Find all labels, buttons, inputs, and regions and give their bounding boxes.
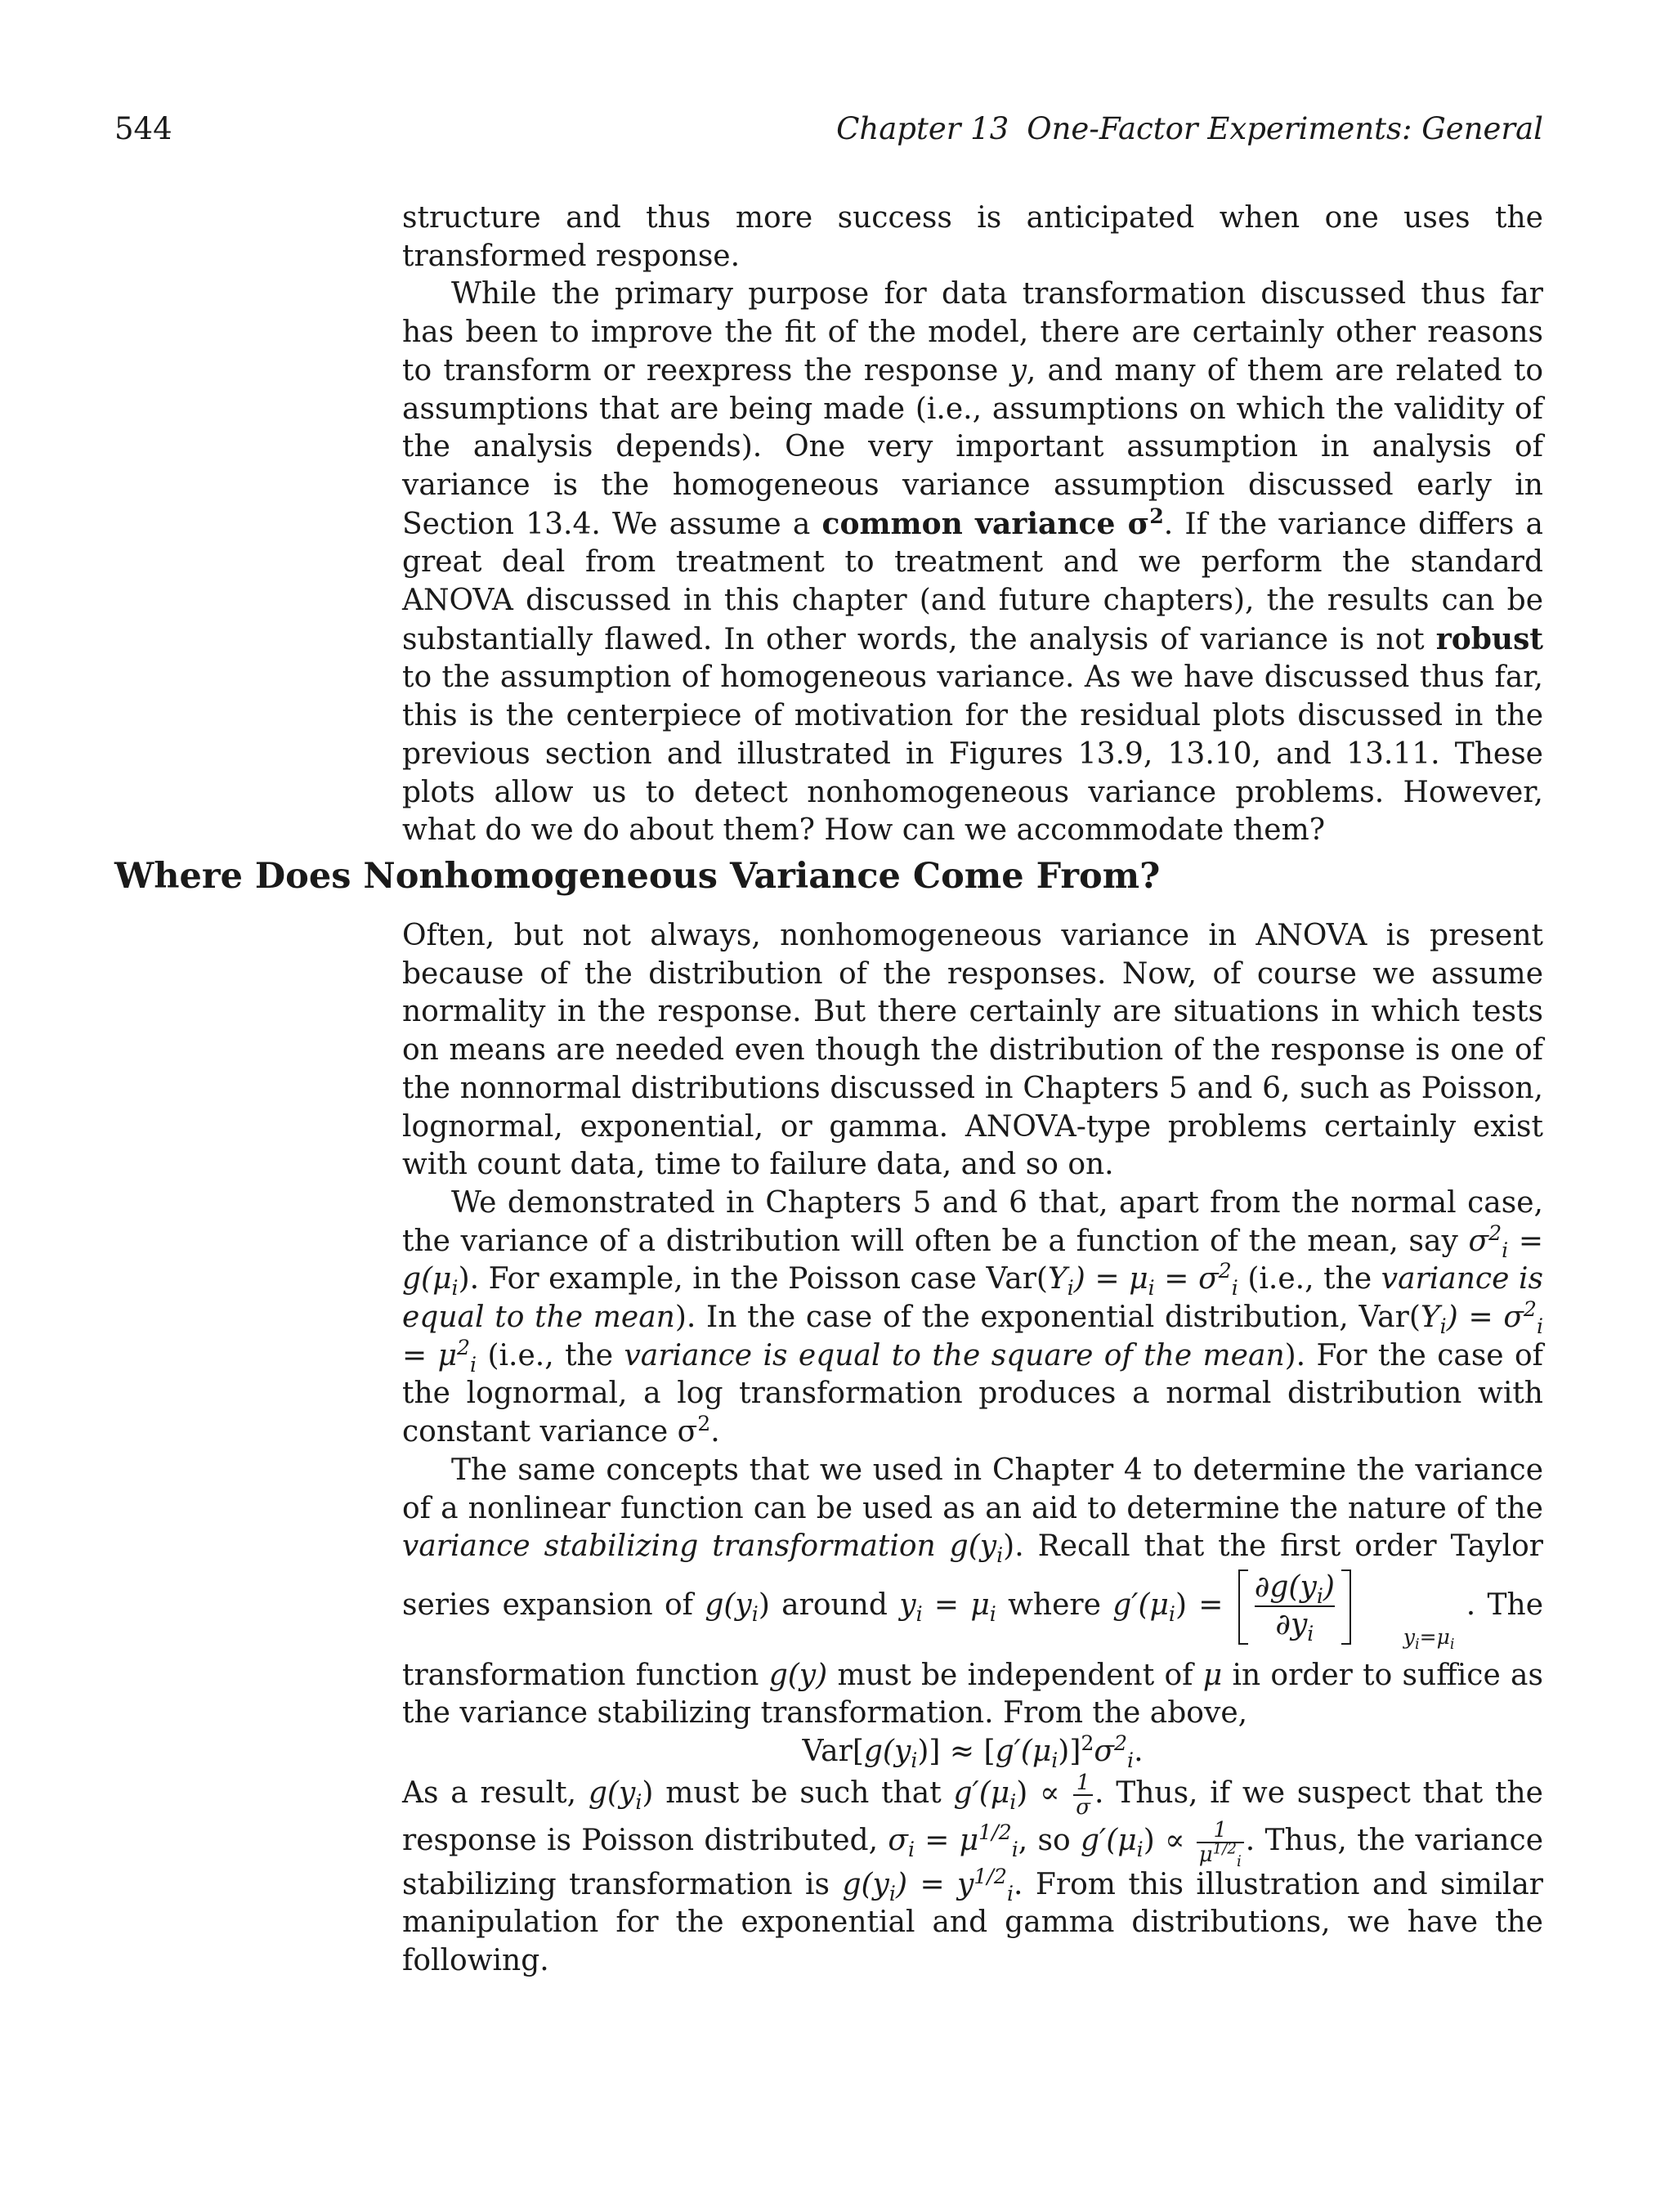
paragraph-assumptions: While the primary purpose for data transformation discussed thus far has been to improve the fit of the model, there are certainly other reasons to transform or reexpress the response y, and many of them are related to assumptions that are being made (i.e., assumptions on which the validity of the analysis depends). One very important assumption in analysis of variance is the homogeneous variance assumption discussed early in Section 13.4. We assume a common variance $\sigma^2$. If the variance differs a great deal from treatment to treatment and we perform the standard ANOVA discussed in this chapter (and future chapters), the results can be substantially flawed. In other words, the analysis of variance is not robust to the assumption of homogeneous variance. As we have discussed thus far, this is the centerpiece of motivation for the residual plots discussed in the previous section and illustrated in Figures 13.9, 13.10, and 13.11. These plots allow us to detect nonhomogeneous variance problems. However, what do we do about them? How can we accommodate them? bbox=[402, 277, 1543, 848]
fraction-one-over-mu-root: $\frac{1}{\mu^{1/2}_i}$ bbox=[1197, 1819, 1244, 1866]
derivative-denominator: $\partial y_i$ bbox=[1275, 1607, 1314, 1646]
running-head bbox=[836, 111, 1543, 147]
intro-text-block bbox=[402, 199, 1543, 850]
page-number: 544 bbox=[114, 111, 172, 146]
section-heading: Where Does Nonhomogeneous Variance Come From? bbox=[114, 856, 1161, 897]
bold-term-common-variance: common variance $\sigma^2$ bbox=[821, 503, 1164, 541]
paragraph-distribution: Often, but not always, nonhomogeneous variance in ANOVA is present because of the distribution of the responses. Now, of course we assume normality in the response. But there certainly are situations in which tests on means are needed even though the distribution of the response is one of the nonnormal distributions discussed in Chapters 5 and 6, such as Poisson, lognormal, exponential, or gamma. ANOVA-type problems certainly exist with count data, time to failure data, and so on. bbox=[402, 919, 1543, 1182]
paragraph-variance-mean: We demonstrated in Chapters 5 and 6 that, apart from the normal case, the variance of a distribution will often be a function of the mean, say $\sigma^2_i = g(\mu_i)$. For example, in the Poisson case $Var(Y_i) = \mu_i = \sigma^2_i$ (i.e., the variance is equal to the mean). In the case of the exponential distribution, $Var(Y_i) = \sigma^2_i = \mu^2_i$ (i.e., the variance is equal to the square of the mean). For the case of the lognormal, a log transformation produces a normal distribution with constant variance $\sigma^2$. bbox=[402, 1185, 1544, 1449]
section-text-block bbox=[402, 917, 1543, 1981]
derivative-numerator: $\partial g(y_i)$ bbox=[1254, 1569, 1335, 1609]
fraction-one-over-sigma: $\frac{1}{\sigma}$ bbox=[1073, 1771, 1093, 1819]
paragraph-continuation: structure and thus more success is anticipated when one uses the transformed response. bbox=[402, 201, 1543, 273]
bracket-evaluation: $y_i=\mu_i$ bbox=[1403, 1624, 1455, 1653]
display-equation: $Var[g(y_i)] \approx [g'(\mu_i)]^2\sigma^2_i$. bbox=[802, 1731, 1144, 1773]
derivative-bracket bbox=[1238, 1569, 1351, 1645]
paragraph-taylor-series: The same concepts that we used in Chapter 4 to determine the variance of a nonlinear function can be used as an aid to determine the nature of the variance stabilizing transformation $g(y_i)$. Recall that the first order Taylor series expansion of $g(y_i)$ around $y_i = \mu_i$ where $g'(\mu_i)$ = $\frac{\partial g(y_i)}{\partial y_i}$ $y_i=\mu_i$ . The transformation function g(y) must be independent of μ in order to suffice as the variance stabilizing transformation. From the above, bbox=[402, 1453, 1544, 1731]
chapter-label: Chapter 13 bbox=[836, 111, 1009, 146]
bold-term-robust: robust bbox=[1435, 621, 1543, 656]
chapter-title: One-Factor Experiments: General bbox=[1027, 111, 1543, 146]
paragraph-poisson-transform: As a result, $g(y_i)$ must be such that $g'(\mu_i)$ ∝ $\frac{1}{\sigma}$ . Thus, if we suspect that the response is Poisson distributed, $\sigma_i = \mu^{1/2}_i$, so $g'(\mu_i)$ ∝ $\frac{1}{\mu^{1/2}_i}$ . Thus, the variance stabilizing transformation is $g(y_i) = y^{1/2}_i$. From this illustration and similar manipulation for the exponential and gamma distributions, we have the following. bbox=[402, 1770, 1544, 1978]
